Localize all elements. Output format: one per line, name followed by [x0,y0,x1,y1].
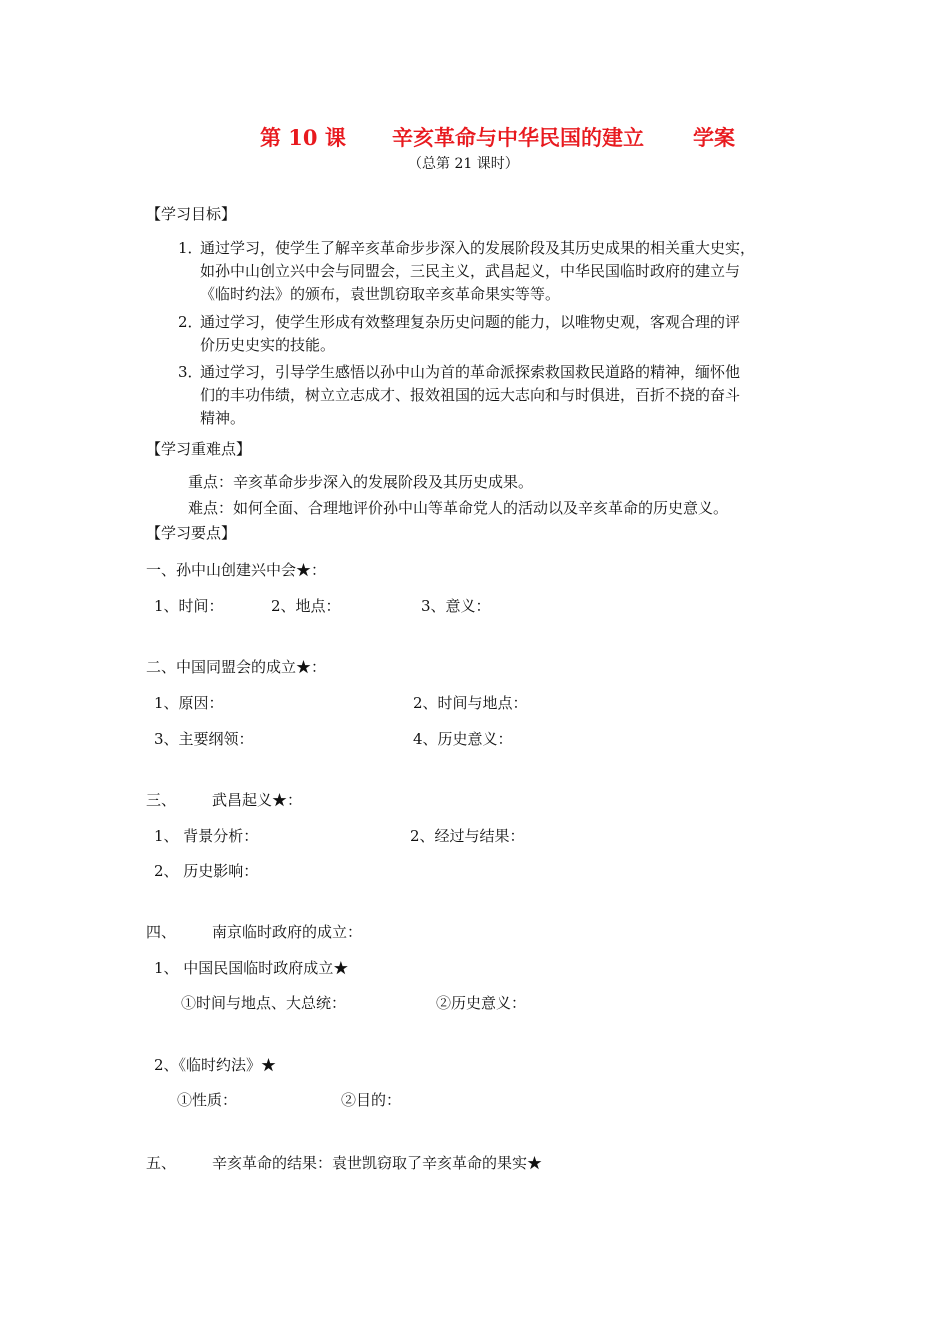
part4-heading: 南京临时政府的成立： [212,923,363,941]
difficulty-header: 【学习重难点】 [146,440,252,458]
part2-item-cause: 1、原因： [154,694,224,712]
goal-line: 通过学习，使学生了解辛亥革命步步深入的发展阶段及其历史成果的相关重大史实， [200,239,756,257]
part2-item-significance: 4、历史意义： [413,730,513,748]
part4-sub1: 1、 中国民国临时政府成立★ [154,959,349,977]
goal-line: 们的丰功伟绩，树立立志成才、报效祖国的远大志向和与时俱进，百折不挠的奋斗 [200,386,741,404]
part5-number: 五、 [146,1154,177,1172]
part3-heading: 武昌起义★： [212,791,303,809]
part4-sub2-purpose: ②目的： [341,1091,402,1109]
key-point: 重点：辛亥革命步步深入的发展阶段及其历史成果。 [188,473,534,491]
part1-item-place: 2、地点： [271,597,341,615]
part3-item-influence: 2、 历史影响： [154,862,259,880]
part4-sub1-time-place: ①时间与地点、大总统： [181,994,347,1012]
part3-item-background: 1、 背景分析： [154,827,259,845]
hard-point: 难点：如何全面、合理地评价孙中山等革命党人的活动以及辛亥革命的历史意义。 [188,499,729,517]
part1-heading: 一、孙中山创建兴中会★： [146,561,327,579]
subtitle-lesson-count: （总第 21 课时） [408,156,519,172]
title-doc-type: 学案 [693,125,735,150]
part1-item-meaning: 3、意义： [421,597,491,615]
part1-item-time: 1、时间： [154,597,224,615]
essentials-header: 【学习要点】 [146,524,237,542]
part3-item-process: 2、经过与结果： [410,827,525,845]
title-lesson-name: 辛亥革命与中华民国的建立 [392,125,644,150]
goal-line: 通过学习，使学生形成有效整理复杂历史问题的能力，以唯物史观，客观合理的评 [200,313,741,331]
part3-number: 三、 [146,791,177,809]
goal-line: 如孙中山创立兴中会与同盟会，三民主义，武昌起义，中华民国临时政府的建立与 [200,262,741,280]
title-lesson-number: 第 10 课 [260,125,346,150]
part4-sub2-nature: ①性质： [177,1091,238,1109]
goal-number: 1． [178,239,203,257]
part4-sub2: 2、《临时约法》★ [154,1056,277,1074]
part2-item-program: 3、主要纲领： [154,730,254,748]
part2-item-time-place: 2、时间与地点： [413,694,528,712]
part4-sub1-significance: ②历史意义： [436,994,527,1012]
goal-line: 价历史史实的技能。 [200,336,336,354]
part2-heading: 二、中国同盟会的成立★： [146,658,327,676]
goal-line: 《临时约法》的颁布，袁世凯窃取辛亥革命果实等等。 [200,285,561,303]
goals-header: 【学习目标】 [146,205,237,223]
part4-number: 四、 [146,923,177,941]
goal-number: 3． [178,363,203,381]
goal-line: 精神。 [200,409,246,427]
goal-number: 2． [178,313,203,331]
goal-line: 通过学习，引导学生感悟以孙中山为首的革命派探索救国救民道路的精神，缅怀他 [200,363,741,381]
part5-heading: 辛亥革命的结果：袁世凯窃取了辛亥革命的果实★ [212,1154,543,1172]
